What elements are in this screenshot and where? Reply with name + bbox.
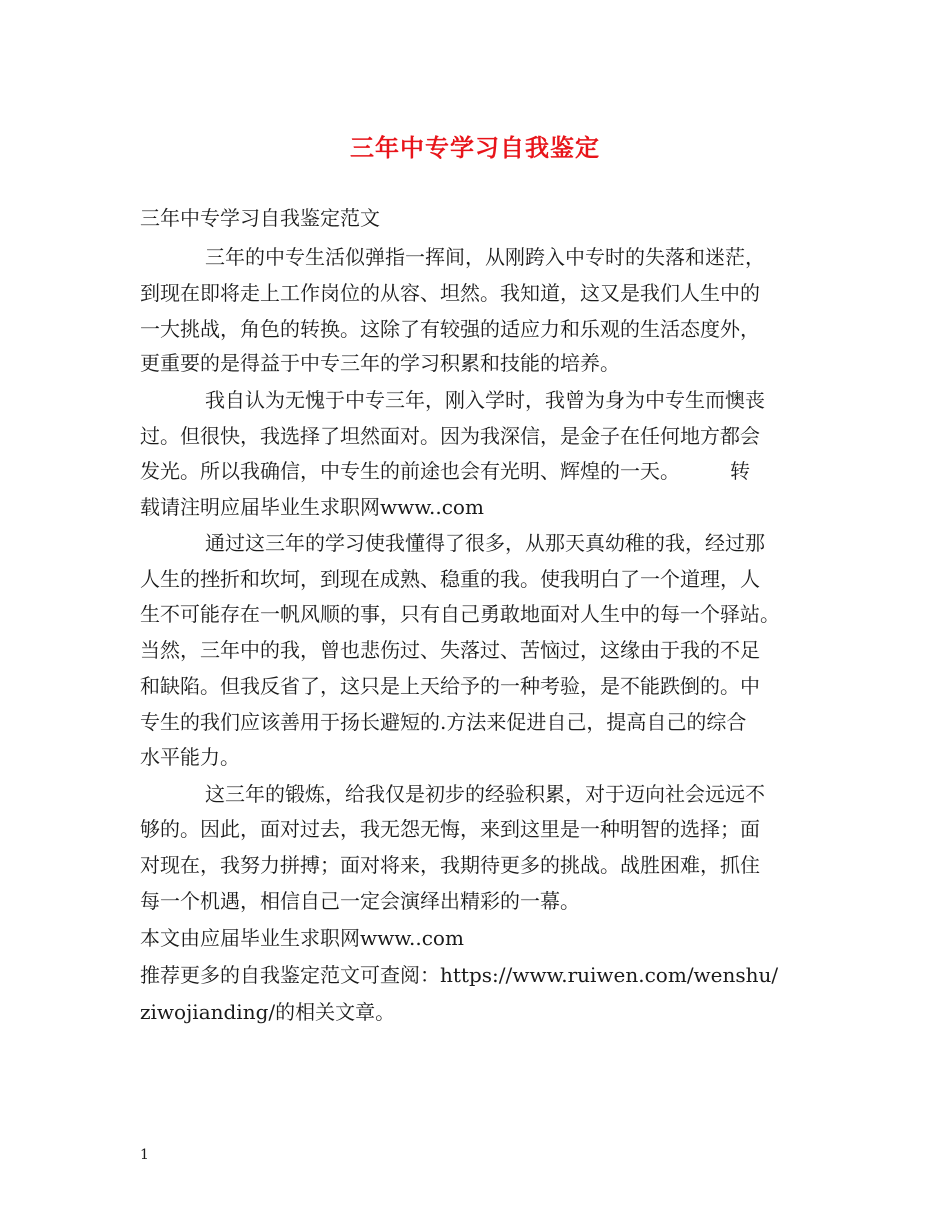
page-title: 三年中专学习自我鉴定 xyxy=(350,133,600,162)
page-number: 1 xyxy=(140,1147,149,1163)
paragraph-line: 更重要的是得益于中专三年的学习积累和技能的培养。 xyxy=(140,351,620,375)
paragraph-line: 我自认为无愧于中专三年，刚入学时，我曾为身为中专生而懊丧 xyxy=(205,388,765,412)
recommend-line: 推荐更多的自我鉴定范文可查阅：https://www.ruiwen.com/wenshu/ xyxy=(140,963,779,987)
paragraph-line: 生不可能存在一帆风顺的事，只有自己勇敢地面对人生中的每一个驿站。 xyxy=(140,602,780,626)
paragraph-line: 专生的我们应该善用于扬长避短的.方法来促进自己，提高自己的综合 xyxy=(140,710,747,734)
paragraph-line: 通过这三年的学习使我懂得了很多，从那天真幼稚的我，经过那 xyxy=(205,531,765,555)
paragraph-line: 过。但很快，我选择了坦然面对。因为我深信，是金子在任何地方都会 xyxy=(140,424,760,448)
paragraph-line: 人生的挫折和坎坷，到现在成熟、稳重的我。使我明白了一个道理，人 xyxy=(140,567,760,591)
paragraph-line: 当然，三年中的我，曾也悲伤过、失落过、苦恼过，这缘由于我的不足 xyxy=(140,638,760,662)
paragraph-line: 够的。因此，面对过去，我无怨无悔，来到这里是一种明智的选择；面 xyxy=(140,817,760,841)
paragraph-line: 到现在即将走上工作岗位的从容、坦然。我知道，这又是我们人生中的 xyxy=(140,281,760,305)
recommend-line: ziwojianding/的相关文章。 xyxy=(140,1000,396,1024)
paragraph-line: 水平能力。 xyxy=(140,745,240,769)
document-subtitle: 三年中专学习自我鉴定范文 xyxy=(140,206,380,230)
paragraph-line: 这三年的锻炼，给我仅是初步的经验积累，对于迈向社会远远不 xyxy=(205,782,765,806)
paragraph-line: 和缺陷。但我反省了，这只是上天给予的一种考验，是不能跌倒的。中 xyxy=(140,674,760,698)
source-note: 本文由应届毕业生求职网www..com xyxy=(140,926,464,950)
paragraph-line: 三年的中专生活似弹指一挥间，从刚跨入中专时的失落和迷茫， xyxy=(205,245,765,269)
paragraph-line: 载请注明应届毕业生求职网www..com xyxy=(140,495,484,519)
paragraph-line: 一大挑战，角色的转换。这除了有较强的适应力和乐观的生活态度外， xyxy=(140,317,760,341)
paragraph-line: 每一个机遇，相信自己一定会演绎出精彩的一幕。 xyxy=(140,889,580,913)
paragraph-line: 对现在，我努力拼搏；面对将来，我期待更多的挑战。战胜困难，抓住 xyxy=(140,853,760,877)
paragraph-line: 发光。所以我确信，中专生的前途也会有光明、辉煌的一天。 转 xyxy=(140,459,750,483)
